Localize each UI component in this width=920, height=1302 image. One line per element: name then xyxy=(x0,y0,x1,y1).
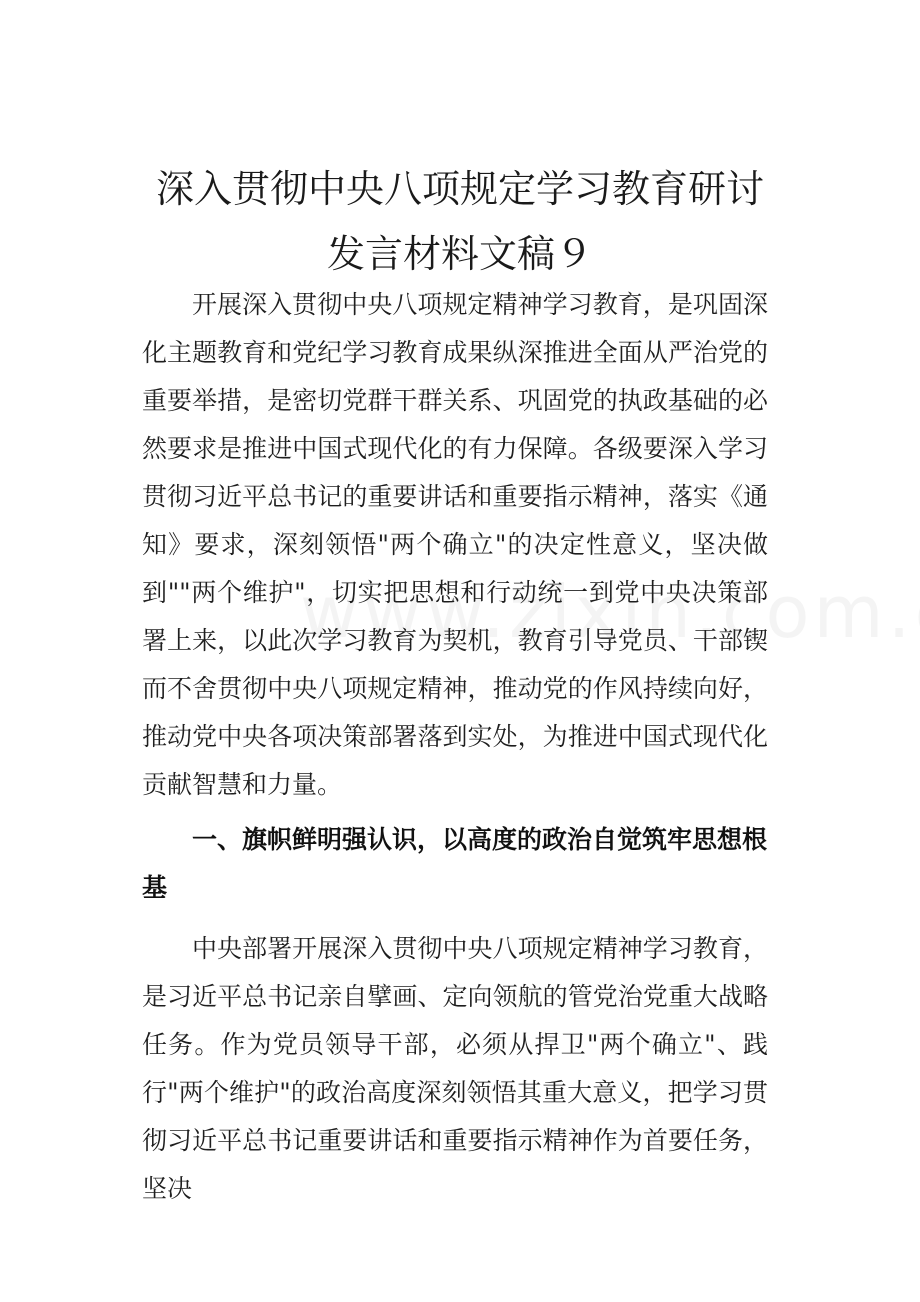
section-heading: 一、旗帜鲜明强认识，以高度的政治自觉筑牢思想根基 xyxy=(142,825,768,902)
document-title: 深入贯彻中央八项规定学习教育研讨发言材料文稿９ xyxy=(155,167,764,277)
paragraph-intro: 开展深入贯彻中央八项规定精神学习教育，是巩固深化主题教育和党纪学习教育成果纵深推进全面从严治党的重要举措，是密切党群干群关系、巩固党的执政基础的必然要求是推进中国式现代化的有力保障。各级要深入学习贯彻习近平总书记的重要讲话和重要指示精神，落实《通知》要求，深刻领悟"两个确立"的决定性意义，坚决做到""两个维护"，切实把思想和行动统一到党中央决策部署上来，以此次学习教育为契机，教育引导党员、干部锲而不舍贯彻中央八项规定精神，推动党的作风持续向好，推动党中央各项决策部署落到实处，为推进中国式现代化贡献智慧和力量。 xyxy=(142,290,768,799)
paragraph-section-1: 中央部署开展深入贯彻中央八项规定精神学习教育，是习近平总书记亲自擘画、定向领航的管党治党重大战略任务。作为党员领导干部，必须从捍卫"两个确立"、践行"两个维护"的政治高度深刻领悟其重大意义，把学习贯彻习近平总书记重要讲话和重要指示精神作为首要任务，坚决 xyxy=(142,934,768,1203)
